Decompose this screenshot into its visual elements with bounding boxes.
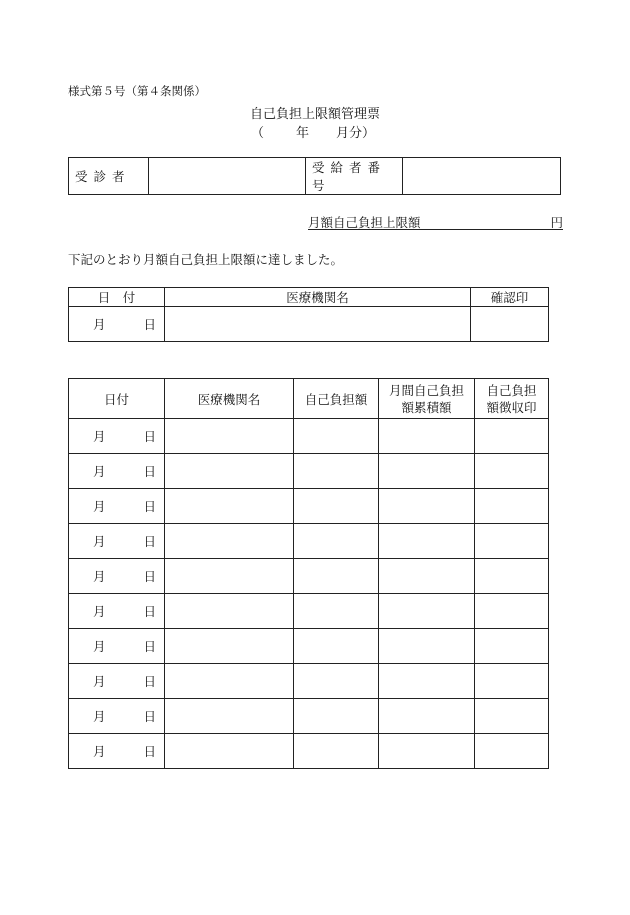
record-date-cell[interactable] <box>69 734 165 769</box>
month-label: 月 <box>93 429 106 444</box>
table-row <box>69 454 549 489</box>
period-open-paren: （ <box>251 126 265 141</box>
record-seal-cell[interactable] <box>475 454 549 489</box>
record-date-cell[interactable] <box>69 524 165 559</box>
month-label: 月 <box>93 464 106 479</box>
record-institution-cell[interactable] <box>165 524 294 559</box>
record-cumulative-cell[interactable] <box>379 664 475 699</box>
record-date-cell[interactable] <box>69 629 165 664</box>
record-seal-cell[interactable] <box>475 734 549 769</box>
record-header-amount: 自己負担額 <box>294 379 379 419</box>
record-institution-cell[interactable] <box>165 699 294 734</box>
month-label: 月 <box>93 604 106 619</box>
record-date-cell[interactable] <box>69 664 165 699</box>
record-amount-cell[interactable] <box>294 629 379 664</box>
record-institution-cell[interactable] <box>165 559 294 594</box>
recipient-number-label: 受給者番号 <box>306 158 403 195</box>
record-cumulative-cell[interactable] <box>379 734 475 769</box>
table-row <box>69 664 549 699</box>
record-date-cell[interactable] <box>69 454 165 489</box>
record-seal-cell[interactable] <box>475 419 549 454</box>
day-label: 日 <box>143 534 156 549</box>
seal-header-line-2: 額徴収印 <box>486 399 537 415</box>
document-title: 自己負担上限額管理票 <box>249 107 380 122</box>
confirm-header-seal: 確認印 <box>471 288 549 307</box>
day-label: 日 <box>143 604 156 619</box>
record-institution-cell[interactable] <box>165 489 294 524</box>
period-month-label: 月分） <box>336 126 376 141</box>
day-label: 日 <box>143 744 156 759</box>
cumulative-header-line-1: 月間自己負担 <box>388 382 464 398</box>
monthly-limit-line <box>308 213 563 230</box>
record-amount-cell[interactable] <box>294 524 379 559</box>
record-cumulative-cell[interactable] <box>379 489 475 524</box>
record-cumulative-cell[interactable] <box>379 699 475 734</box>
monthly-limit-label: 月額自己負担上限額 <box>308 215 421 230</box>
table-row <box>69 559 549 594</box>
day-label: 日 <box>143 317 156 332</box>
record-amount-cell[interactable] <box>294 664 379 699</box>
record-header-seal <box>475 379 549 419</box>
record-institution-cell[interactable] <box>165 454 294 489</box>
month-label: 月 <box>93 639 106 654</box>
record-seal-cell[interactable] <box>475 629 549 664</box>
table-row <box>69 524 549 559</box>
month-label: 月 <box>93 569 106 584</box>
record-date-cell[interactable] <box>69 489 165 524</box>
record-date-cell[interactable] <box>69 419 165 454</box>
table-row <box>69 699 549 734</box>
day-label: 日 <box>143 499 156 514</box>
record-date-cell[interactable] <box>69 699 165 734</box>
record-seal-cell[interactable] <box>475 664 549 699</box>
day-label: 日 <box>143 639 156 654</box>
confirmation-table <box>68 287 549 342</box>
recipient-number-field[interactable] <box>403 158 561 195</box>
record-cumulative-cell[interactable] <box>379 524 475 559</box>
form-number: 様式第５号（第４条関係） <box>68 84 206 98</box>
month-label: 月 <box>93 744 106 759</box>
record-seal-cell[interactable] <box>475 699 549 734</box>
month-label: 月 <box>93 534 106 549</box>
month-label: 月 <box>93 674 106 689</box>
seal-header-line-1: 自己負担 <box>486 382 537 398</box>
record-amount-cell[interactable] <box>294 454 379 489</box>
patient-field[interactable] <box>149 158 306 195</box>
table-row <box>69 419 549 454</box>
record-amount-cell[interactable] <box>294 699 379 734</box>
day-label: 日 <box>143 674 156 689</box>
record-cumulative-cell[interactable] <box>379 419 475 454</box>
patient-label: 受診者 <box>69 158 149 195</box>
record-header-cumulative <box>379 379 475 419</box>
yen-unit: 円 <box>550 215 563 230</box>
cumulative-header-line-2: 額累積額 <box>401 399 452 415</box>
table-row <box>69 594 549 629</box>
month-label: 月 <box>93 317 106 332</box>
record-amount-cell[interactable] <box>294 734 379 769</box>
confirm-seal-cell[interactable] <box>471 307 549 342</box>
confirm-header-institution: 医療機関名 <box>165 288 471 307</box>
recipient-table <box>68 157 561 195</box>
confirm-date-cell[interactable] <box>69 307 165 342</box>
table-row <box>69 734 549 769</box>
record-institution-cell[interactable] <box>165 664 294 699</box>
record-cumulative-cell[interactable] <box>379 629 475 664</box>
record-amount-cell[interactable] <box>294 489 379 524</box>
day-label: 日 <box>143 429 156 444</box>
table-row <box>69 629 549 664</box>
record-institution-cell[interactable] <box>165 594 294 629</box>
confirm-header-date: 日 付 <box>69 288 165 307</box>
record-seal-cell[interactable] <box>475 594 549 629</box>
day-label: 日 <box>143 464 156 479</box>
record-seal-cell[interactable] <box>475 524 549 559</box>
record-date-cell[interactable] <box>69 559 165 594</box>
record-cumulative-cell[interactable] <box>379 594 475 629</box>
record-seal-cell[interactable] <box>475 559 549 594</box>
month-label: 月 <box>93 709 106 724</box>
record-rows <box>69 419 549 769</box>
record-institution-cell[interactable] <box>165 629 294 664</box>
record-amount-cell[interactable] <box>294 559 379 594</box>
record-date-cell[interactable] <box>69 594 165 629</box>
record-header-date: 日付 <box>69 379 165 419</box>
day-label: 日 <box>143 569 156 584</box>
record-amount-cell[interactable] <box>294 419 379 454</box>
month-label: 月 <box>93 499 106 514</box>
record-header-institution: 医療機関名 <box>165 379 294 419</box>
record-table <box>68 378 549 769</box>
record-cumulative-cell[interactable] <box>379 454 475 489</box>
record-amount-cell[interactable] <box>294 594 379 629</box>
record-institution-cell[interactable] <box>165 419 294 454</box>
confirm-institution-cell[interactable] <box>165 307 471 342</box>
record-institution-cell[interactable] <box>165 734 294 769</box>
day-label: 日 <box>143 709 156 724</box>
record-cumulative-cell[interactable] <box>379 559 475 594</box>
record-seal-cell[interactable] <box>475 489 549 524</box>
table-row <box>69 489 549 524</box>
period-year-label: 年 <box>296 126 310 141</box>
reached-statement: 下記のとおり月額自己負担上限額に達しました。 <box>68 252 344 267</box>
